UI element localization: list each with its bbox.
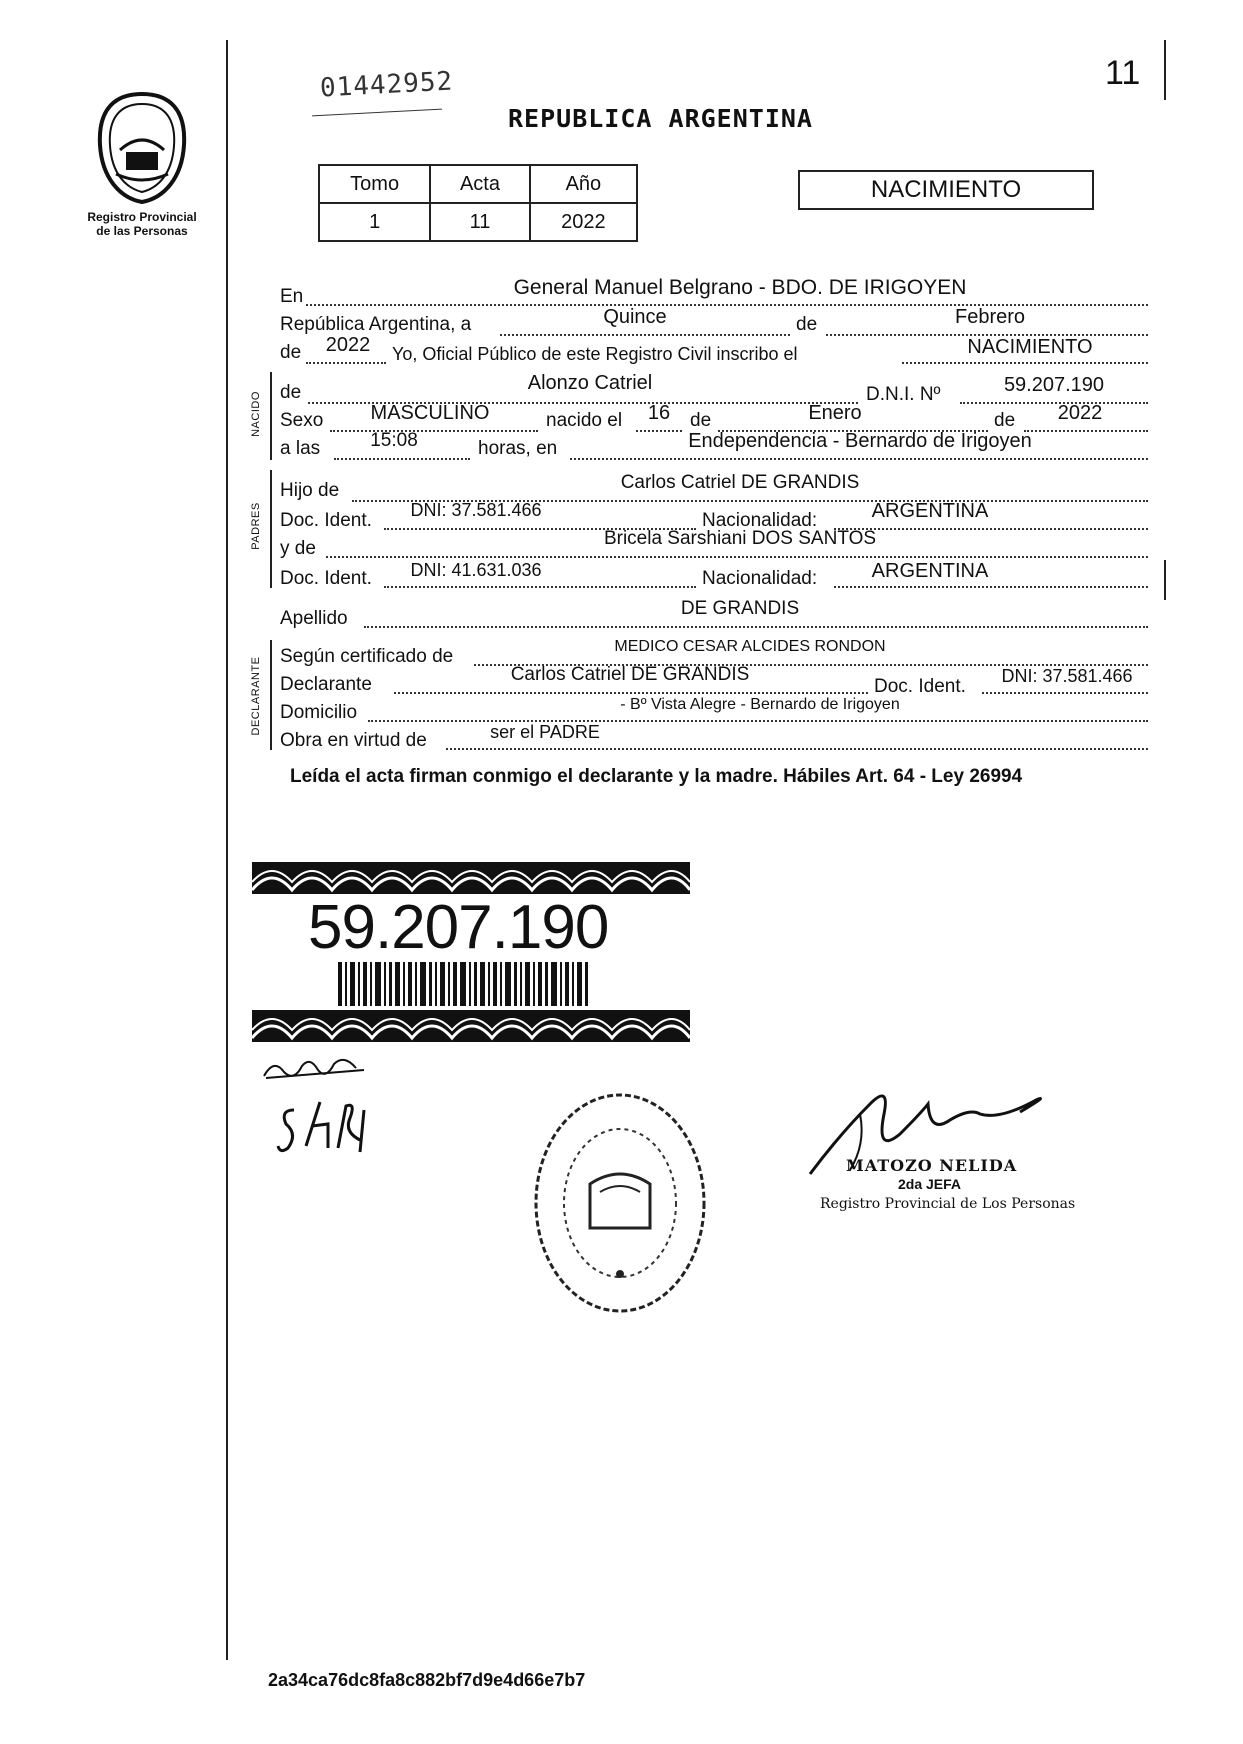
declarante-doc: DNI: 37.581.466 [1001, 666, 1133, 686]
handwritten-scribble [260, 1048, 370, 1088]
ref-header-acta: Acta [430, 165, 529, 203]
page-number: 11 [1105, 54, 1141, 92]
label-dni: D.N.I. Nº [866, 384, 941, 405]
label-apellido: Apellido [280, 608, 348, 629]
reason-value: ser el PADRE [490, 722, 600, 742]
label-nacido-el: nacido el [546, 410, 623, 431]
sticker-pattern-top [252, 862, 690, 894]
dots-year [306, 362, 386, 364]
label-a-las: a las [280, 438, 321, 459]
dots-obra [446, 748, 1148, 750]
month-value: Febrero [954, 306, 1026, 328]
child-name: Alonzo Catriel [527, 372, 653, 394]
birth-year: 2022 [1057, 402, 1103, 424]
label-doc-mother: Doc. Ident. [280, 568, 372, 589]
declarante-name: Carlos Catriel DE GRANDIS [510, 664, 750, 685]
label-doc-father: Doc. Ident. [280, 510, 372, 531]
registry-name: Registro Provincial de las Personas [87, 210, 197, 238]
label-nationality-father: Nacionalidad: [702, 510, 818, 531]
label-hijo-de: Hijo de [280, 480, 340, 501]
ref-header-tomo: Tomo [319, 165, 430, 203]
dots-mother [326, 556, 1148, 558]
father-name: Carlos Catriel DE GRANDIS [620, 472, 860, 493]
section-label-nacido: NACIDO [250, 391, 262, 437]
closing-note: Leída el acta firman conmigo el declarante y la madre. Hábiles Art. 64 - Ley 26994 [290, 766, 1023, 787]
label-nationality-mother: Nacionalidad: [702, 568, 818, 589]
mother-nationality: ARGENTINA [871, 560, 989, 582]
label-declarante-doc: Doc. Ident. [874, 676, 966, 697]
label-obra: Obra en virtud de [280, 730, 427, 751]
right-margin-line-2 [1164, 560, 1166, 600]
province-seal-logo [92, 90, 192, 205]
label-sexo: Sexo [280, 410, 324, 431]
reference-table-header-row [319, 165, 637, 203]
birth-day: 16 [647, 402, 671, 424]
ref-value-tomo: 1 [319, 203, 430, 241]
label-de-month: de [796, 314, 818, 335]
left-margin-line [226, 40, 228, 1660]
label-horas-en: horas, en [478, 438, 558, 459]
sticker-dni-number: 59.207.190 [308, 893, 609, 962]
mother-doc: DNI: 41.631.036 [410, 560, 542, 580]
father-doc: DNI: 37.581.466 [410, 500, 542, 520]
label-certificado: Según certificado de [280, 646, 454, 667]
ref-header-anio: Año [530, 165, 637, 203]
right-margin-line [1164, 40, 1166, 100]
dots-inscribed [902, 362, 1148, 364]
label-domicilio: Domicilio [280, 702, 358, 723]
ref-value-anio: 2022 [530, 203, 637, 241]
act-type: NACIMIENTO [870, 176, 1022, 203]
sexo-value: MASCULINO [370, 402, 490, 424]
father-nationality: ARGENTINA [871, 500, 989, 522]
address-value: - Bº Vista Alegre - Bernardo de Irigoyen [620, 696, 900, 713]
sticker-pattern-bottom [252, 1010, 690, 1042]
birth-month: Enero [808, 402, 862, 424]
dots-declarante [394, 692, 868, 694]
section-label-padres: PADRES [250, 502, 262, 550]
dots-mother-doc [384, 586, 696, 588]
section-label-declarante: DECLARANTE [250, 656, 262, 736]
dots-declarante-doc [982, 692, 1148, 694]
mother-name: Bricela Sarshiani DOS SANTOS [603, 528, 877, 549]
document-hash: 2a34ca76dc8fa8c882bf7d9e4d66e7b7 [268, 1670, 586, 1690]
official-role: 2da JEFA [898, 1176, 962, 1192]
padres-bracket [270, 470, 272, 588]
place-value: General Manuel Belgrano - BDO. DE IRIGOYEN [513, 276, 967, 299]
act-type-box [798, 170, 1094, 210]
label-y-de: y de [280, 538, 316, 559]
label-nacido-de: de [280, 382, 302, 403]
official-name: MATOZO NELIDA [846, 1156, 1018, 1175]
official-office: Registro Provincial de Los Personas [820, 1196, 1076, 1212]
dots-apellido [364, 626, 1148, 628]
control-number-stamp: 01442952 [319, 66, 454, 104]
birth-time: 15:08 [370, 430, 418, 451]
label-de-year: de [280, 342, 302, 363]
nacido-bracket [270, 372, 272, 460]
certificate-value: MEDICO CESAR ALCIDES RONDON [614, 638, 886, 655]
dots-time [334, 458, 470, 460]
inscribed-value: NACIMIENTO [967, 336, 1093, 358]
label-en: En [280, 286, 304, 307]
country-title: REPUBLICA ARGENTINA [508, 104, 813, 133]
barcode [338, 962, 588, 1006]
id-sticker [252, 862, 690, 1042]
declarante-bracket [270, 640, 272, 750]
handwritten-initials [276, 1096, 376, 1166]
dots-birth-place [570, 458, 1148, 460]
control-number-underline [312, 109, 442, 117]
label-declarante: Declarante [280, 674, 372, 695]
child-dni: 59.207.190 [1003, 374, 1105, 396]
reference-table-value-row [319, 203, 637, 241]
day-value: Quince [603, 306, 667, 328]
label-inscribo: Yo, Oficial Público de este Registro Civil inscribo el [392, 344, 798, 364]
birth-place: Endependencia - Bernardo de Irigoyen [688, 430, 1032, 452]
year-value: 2022 [325, 334, 371, 356]
label-birth-de1: de [690, 410, 712, 431]
ref-value-acta: 11 [430, 203, 529, 241]
label-birth-de2: de [994, 410, 1016, 431]
dots-mother-nat [834, 586, 1148, 588]
reference-table [318, 164, 638, 242]
official-seal-stamp [530, 1088, 710, 1318]
label-republica: República Argentina, a [280, 314, 472, 335]
dots-day [500, 334, 790, 336]
apellido-value: DE GRANDIS [680, 598, 800, 619]
